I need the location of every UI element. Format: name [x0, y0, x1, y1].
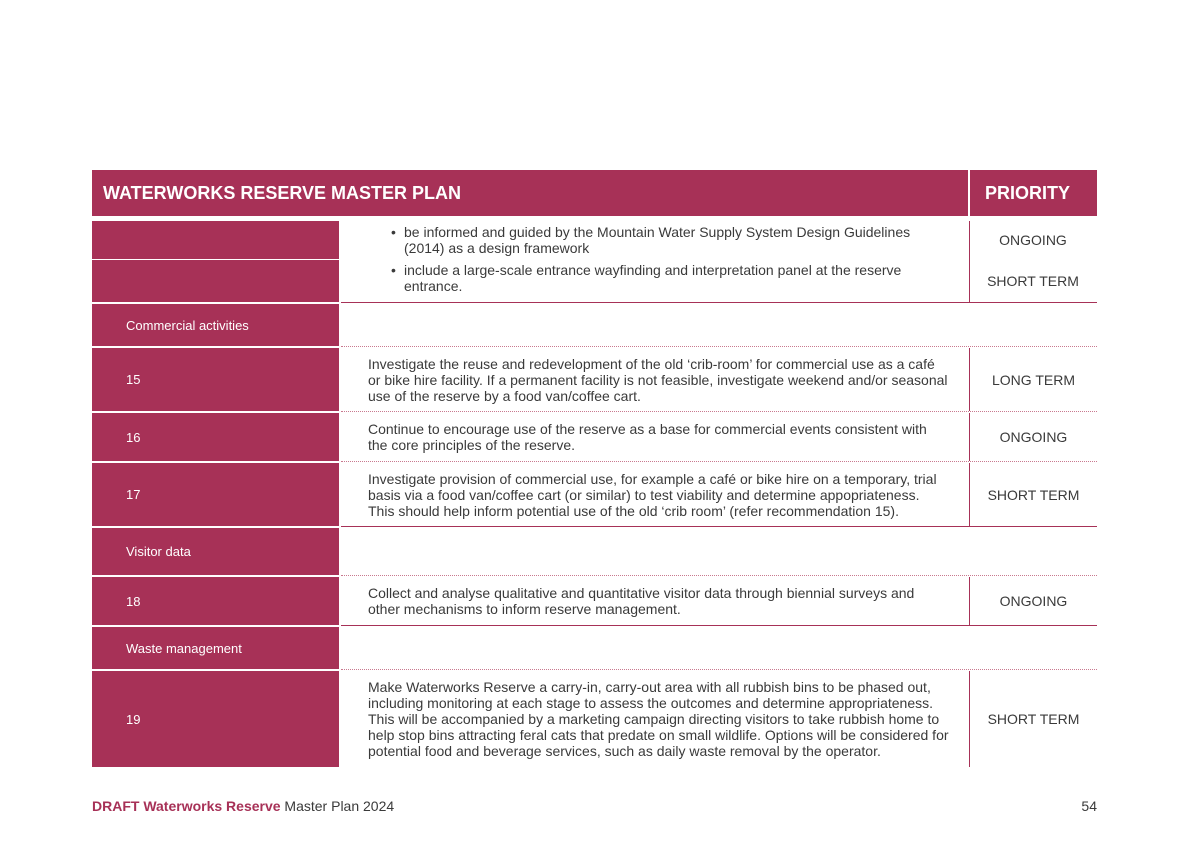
continuation-left-cell-1 — [92, 221, 339, 259]
page-number: 54 — [1081, 798, 1097, 814]
row-divider — [341, 411, 1097, 412]
footer-document-title — [92, 798, 394, 814]
row-text: Collect and analyse qualitative and quantitative visitor data through biennial surveys and other mechanisms to inform reserve management. — [368, 585, 915, 617]
row-divider — [341, 625, 1097, 626]
row-divider — [341, 346, 1097, 347]
priority-cell: SHORT TERM — [987, 273, 1079, 289]
footer-title-rest: Master Plan 2024 — [280, 798, 395, 814]
row-text: Investigate the reuse and redevelopment of the old ‘crib-room’ for commercial use as a café or bike hire facility. If a permanent facility is not feasible, investigate weekend and/or seasonal use of the reserve by a food van/coffee cart. — [368, 355, 948, 404]
priority-cell: ONGOING — [969, 577, 1097, 625]
priority-cell: SHORT TERM — [969, 463, 1097, 526]
row-text: Continue to encourage use of the reserve as a base for commercial events consistent with the core principles of the reserve. — [368, 421, 927, 453]
row-number: 19 — [92, 671, 339, 767]
continuation-bullets — [341, 224, 969, 294]
row-divider — [341, 461, 1097, 462]
bullet-item: • include a large-scale entrance wayfinding and interpretation panel at the reserve entrance. — [391, 262, 902, 294]
footer-brand: DRAFT Waterworks Reserve — [92, 798, 281, 814]
row-text: Make Waterworks Reserve a carry-in, carry-out area with all rubbish bins to be phased out, including monitoring at each stage to assess the outcomes and determine appropriateness. This will be accompanied by a marketing campaign directing visitors to take rubbish home to help stop bins attracting feral cats that predate on small wildlife. Options will be considered for potential food and beverage services, such as daily waste removal by the operator. — [368, 679, 949, 759]
column-divider — [969, 221, 970, 302]
row-number: 17 — [92, 463, 339, 526]
continuation-left-cell-2 — [92, 260, 339, 302]
section-heading-visitor-data: Visitor data — [92, 528, 339, 575]
row-divider — [341, 526, 1097, 527]
row-text: Investigate provision of commercial use, for example a café or bike hire on a temporary, trial basis via a food van/coffee cart (or similar) to test viability and determine appopriateness. This should help inform potential use of the old ‘crib room’ (refer recommendation 15). — [368, 470, 937, 519]
row-divider — [341, 669, 1097, 670]
row-divider — [341, 302, 1097, 303]
bullet-item: • be informed and guided by the Mountain Water Supply System Design Guidelines (2014) as a design framework — [391, 224, 911, 256]
row-number: 15 — [92, 348, 339, 411]
table-header-priority: PRIORITY — [970, 170, 1097, 216]
section-heading-commercial: Commercial activities — [92, 304, 339, 346]
table-header-title: WATERWORKS RESERVE MASTER PLAN — [92, 170, 968, 216]
row-divider — [341, 575, 1097, 576]
priority-cell: SHORT TERM — [969, 671, 1097, 767]
row-number: 18 — [92, 577, 339, 625]
priority-cell: LONG TERM — [969, 348, 1097, 411]
section-heading-waste-management: Waste management — [92, 627, 339, 669]
row-number: 16 — [92, 413, 339, 461]
priority-cell: ONGOING — [969, 413, 1097, 461]
priority-cell: ONGOING — [999, 232, 1067, 248]
